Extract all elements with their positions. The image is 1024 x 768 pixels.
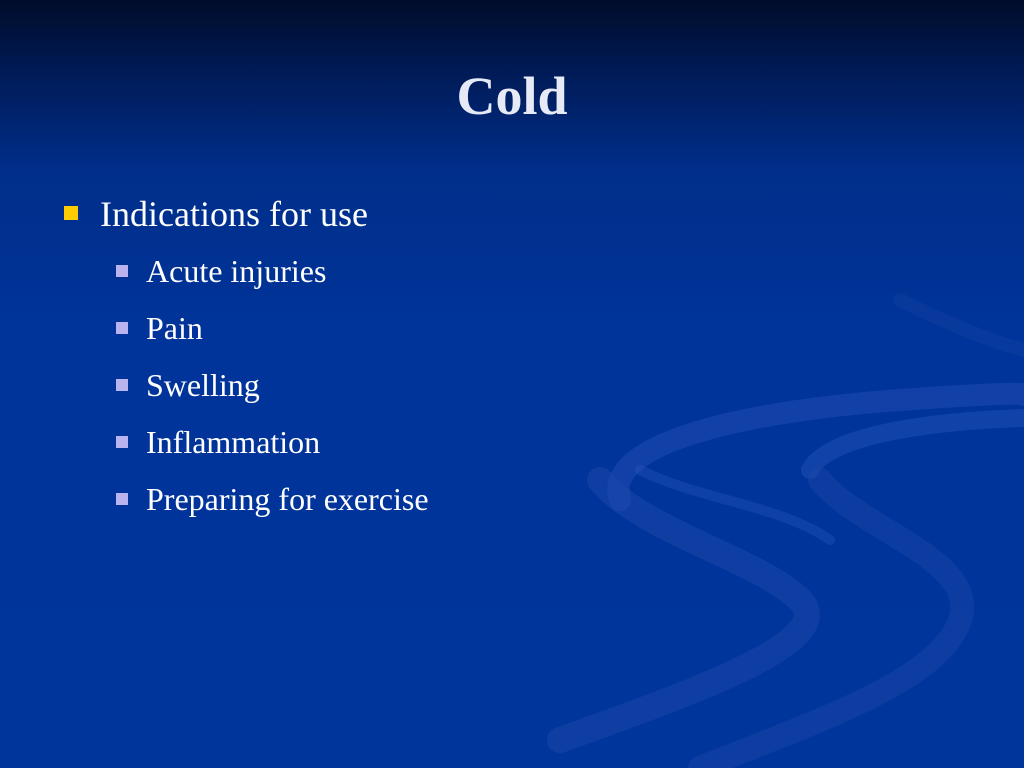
bullet-list xyxy=(62,190,962,533)
sub-bullet-text: Inflammation xyxy=(146,424,321,460)
square-bullet-icon xyxy=(116,436,128,448)
sub-bullet-text: Swelling xyxy=(146,367,260,403)
sub-bullet-text: Acute injuries xyxy=(146,253,327,289)
sub-bullet-item xyxy=(62,419,962,476)
bullet-text: Indications for use xyxy=(100,194,368,234)
sub-bullet-text: Pain xyxy=(146,310,203,346)
bullet-item-indications xyxy=(62,190,962,238)
square-bullet-icon xyxy=(116,379,128,391)
sub-bullet-text: Preparing for exercise xyxy=(146,481,429,517)
sub-bullet-item xyxy=(62,476,962,533)
sub-bullet-item xyxy=(62,362,962,419)
square-bullet-icon xyxy=(116,322,128,334)
sub-bullet-list xyxy=(62,248,962,533)
sub-bullet-item xyxy=(62,305,962,362)
square-bullet-icon xyxy=(116,493,128,505)
slide-title: Cold xyxy=(456,66,568,126)
square-bullet-icon xyxy=(116,265,128,277)
sub-bullet-item xyxy=(62,248,962,305)
square-bullet-icon xyxy=(64,206,78,220)
